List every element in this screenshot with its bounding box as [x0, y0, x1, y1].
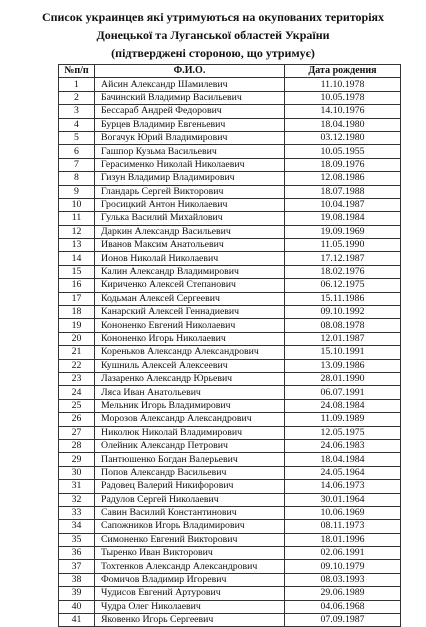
- table-row: [59, 91, 401, 104]
- table-row: [59, 533, 401, 546]
- table-row: [59, 172, 401, 185]
- row-full-name: Бачинский Владимир Васильевич: [95, 91, 285, 104]
- table-row: [59, 131, 401, 144]
- row-number: 8: [59, 172, 95, 185]
- row-birth-date: 10.05.1978: [285, 91, 401, 104]
- row-number: 2: [59, 91, 95, 104]
- title-line-2: Донецької та Луганської областей України: [96, 28, 330, 42]
- row-birth-date: 06.07.1991: [285, 386, 401, 399]
- row-birth-date: 18.01.1996: [285, 533, 401, 546]
- row-number: 20: [59, 332, 95, 345]
- row-full-name: Канарский Алексей Геннадиевич: [95, 306, 285, 319]
- row-number: 19: [59, 319, 95, 332]
- row-full-name: Сапожников Игорь Владимирович: [95, 520, 285, 533]
- row-number: 34: [59, 520, 95, 533]
- row-full-name: Бессараб Андрей Федорович: [95, 105, 285, 118]
- row-full-name: Яковенко Игорь Сергеевич: [95, 614, 285, 627]
- row-number: 31: [59, 480, 95, 493]
- row-full-name: Чудисов Евгений Артурович: [95, 587, 285, 600]
- row-full-name: Радовец Валерий Никифорович: [95, 480, 285, 493]
- table-row: [59, 239, 401, 252]
- table-row: [59, 506, 401, 519]
- header-birth-date: Дата рождения: [285, 65, 401, 78]
- row-birth-date: 11.05.1990: [285, 239, 401, 252]
- row-full-name: Ляса Иван Анатольевич: [95, 386, 285, 399]
- row-number: 24: [59, 386, 95, 399]
- table-row: [59, 426, 401, 439]
- row-full-name: Гросицкий Антон Николаевич: [95, 198, 285, 211]
- row-birth-date: 09.10.1979: [285, 560, 401, 573]
- row-full-name: Гизун Владимир Владимирович: [95, 172, 285, 185]
- row-full-name: Савин Василий Константинович: [95, 506, 285, 519]
- row-number: 33: [59, 506, 95, 519]
- row-number: 35: [59, 533, 95, 546]
- table-row: [59, 265, 401, 278]
- table-row: [59, 372, 401, 385]
- row-number: 40: [59, 600, 95, 613]
- row-number: 14: [59, 252, 95, 265]
- row-birth-date: 18.09.1976: [285, 158, 401, 171]
- row-number: 10: [59, 198, 95, 211]
- row-birth-date: 15.10.1991: [285, 346, 401, 359]
- row-full-name: Иванов Максим Анатольевич: [95, 239, 285, 252]
- table-row: [59, 158, 401, 171]
- row-number: 29: [59, 453, 95, 466]
- row-number: 5: [59, 131, 95, 144]
- table-row: [59, 547, 401, 560]
- row-birth-date: 24.08.1984: [285, 399, 401, 412]
- row-full-name: Гулька Василий Михайлович: [95, 212, 285, 225]
- table-row: [59, 319, 401, 332]
- row-number: 15: [59, 265, 95, 278]
- row-birth-date: 06.12.1975: [285, 279, 401, 292]
- table-row: [59, 413, 401, 426]
- row-birth-date: 12.01.1987: [285, 332, 401, 345]
- row-birth-date: 30.01.1964: [285, 493, 401, 506]
- row-full-name: Николюк Николай Владимирович: [95, 426, 285, 439]
- table-row: [59, 600, 401, 613]
- row-number: 18: [59, 306, 95, 319]
- row-birth-date: 14.10.1976: [285, 105, 401, 118]
- row-full-name: Фомичов Владимир Игоревич: [95, 573, 285, 586]
- row-number: 4: [59, 118, 95, 131]
- table-row: [59, 386, 401, 399]
- table-row: [59, 78, 401, 91]
- row-birth-date: 11.10.1978: [285, 78, 401, 91]
- row-number: 37: [59, 560, 95, 573]
- table-row: [59, 332, 401, 345]
- row-full-name: Калин Александр Владимирович: [95, 265, 285, 278]
- table-row: [59, 466, 401, 479]
- row-birth-date: 14.06.1973: [285, 480, 401, 493]
- table-row: [59, 573, 401, 586]
- table-row: [59, 587, 401, 600]
- row-birth-date: 18.07.1988: [285, 185, 401, 198]
- row-number: 1: [59, 78, 95, 91]
- header-full-name: Ф.И.О.: [95, 65, 285, 78]
- row-birth-date: 08.08.1978: [285, 319, 401, 332]
- row-full-name: Морозов Александр Александрович: [95, 413, 285, 426]
- row-birth-date: 18.04.1984: [285, 453, 401, 466]
- title-line-1: Список украинцев які утримуються на окупованих територіях: [41, 10, 385, 24]
- row-full-name: Попов Александр Васильевич: [95, 466, 285, 479]
- row-birth-date: 02.06.1991: [285, 547, 401, 560]
- row-full-name: Тохтенков Александр Александрович: [95, 560, 285, 573]
- row-number: 32: [59, 493, 95, 506]
- table-row: [59, 118, 401, 131]
- row-number: 6: [59, 145, 95, 158]
- table-row: [59, 292, 401, 305]
- table-row: [59, 453, 401, 466]
- table-row: [59, 252, 401, 265]
- row-full-name: Олейник Александр Петрович: [95, 439, 285, 452]
- row-full-name: Кононенко Игорь Николаевич: [95, 332, 285, 345]
- row-birth-date: 08.03.1993: [285, 573, 401, 586]
- row-number: 9: [59, 185, 95, 198]
- row-number: 38: [59, 573, 95, 586]
- row-number: 13: [59, 239, 95, 252]
- row-number: 26: [59, 413, 95, 426]
- row-birth-date: 12.08.1986: [285, 172, 401, 185]
- row-birth-date: 18.02.1976: [285, 265, 401, 278]
- row-birth-date: 10.05.1955: [285, 145, 401, 158]
- row-birth-date: 08.11.1973: [285, 520, 401, 533]
- row-number: 23: [59, 372, 95, 385]
- table-row: [59, 493, 401, 506]
- row-birth-date: 17.12.1987: [285, 252, 401, 265]
- row-full-name: Бурцев Владимир Евгеньевич: [95, 118, 285, 131]
- row-full-name: Ионов Николай Николаевич: [95, 252, 285, 265]
- row-number: 39: [59, 587, 95, 600]
- row-number: 27: [59, 426, 95, 439]
- title-line-3: (підтверджені стороною, що утримує): [111, 46, 315, 60]
- row-full-name: Даркин Александр Васильевич: [95, 225, 285, 238]
- table-row: [59, 145, 401, 158]
- table-row: [59, 225, 401, 238]
- row-birth-date: 11.09.1989: [285, 413, 401, 426]
- table-row: [59, 520, 401, 533]
- row-full-name: Кушниль Алексей Алексеевич: [95, 359, 285, 372]
- row-full-name: Кононенко Евгений Николаевич: [95, 319, 285, 332]
- row-full-name: Герасименко Николай Николаевич: [95, 158, 285, 171]
- row-full-name: Гландарь Сергей Викторович: [95, 185, 285, 198]
- row-birth-date: 24.05.1964: [285, 466, 401, 479]
- table-row: [59, 480, 401, 493]
- row-number: 3: [59, 105, 95, 118]
- row-full-name: Гашпор Кузьма Васильевич: [95, 145, 285, 158]
- row-full-name: Чудра Олег Николаевич: [95, 600, 285, 613]
- row-full-name: Симоненко Евгений Викторович: [95, 533, 285, 546]
- row-birth-date: 13.09.1986: [285, 359, 401, 372]
- table-row: [59, 359, 401, 372]
- row-birth-date: 19.08.1984: [285, 212, 401, 225]
- row-number: 11: [59, 212, 95, 225]
- row-number: 16: [59, 279, 95, 292]
- row-birth-date: 19.09.1969: [285, 225, 401, 238]
- row-number: 41: [59, 614, 95, 627]
- table-row: [59, 399, 401, 412]
- row-birth-date: 07.09.1987: [285, 614, 401, 627]
- row-birth-date: 15.11.1986: [285, 292, 401, 305]
- row-birth-date: 29.06.1989: [285, 587, 401, 600]
- table-row: [59, 614, 401, 627]
- table-row: [59, 279, 401, 292]
- table-row: [59, 105, 401, 118]
- table-row: [59, 560, 401, 573]
- row-birth-date: 24.06.1983: [285, 439, 401, 452]
- table-row: [59, 306, 401, 319]
- row-number: 22: [59, 359, 95, 372]
- row-number: 28: [59, 439, 95, 452]
- table-row: [59, 185, 401, 198]
- detainees-table: [58, 64, 401, 627]
- row-number: 7: [59, 158, 95, 171]
- table-row: [59, 346, 401, 359]
- table-body: [59, 78, 401, 627]
- row-full-name: Кореньков Александр Александрович: [95, 346, 285, 359]
- row-full-name: Тыренко Иван Викторович: [95, 547, 285, 560]
- row-number: 36: [59, 547, 95, 560]
- row-birth-date: 12.05.1975: [285, 426, 401, 439]
- header-number: №п/п: [59, 65, 95, 78]
- row-birth-date: 09.10.1992: [285, 306, 401, 319]
- row-number: 17: [59, 292, 95, 305]
- row-full-name: Айсин Александр Шамилевич: [95, 78, 285, 91]
- row-birth-date: 10.04.1987: [285, 198, 401, 211]
- row-birth-date: 28.01.1990: [285, 372, 401, 385]
- row-birth-date: 03.12.1980: [285, 131, 401, 144]
- row-full-name: Мельник Игорь Владимирович: [95, 399, 285, 412]
- row-birth-date: 18.04.1980: [285, 118, 401, 131]
- row-full-name: Лазаренко Александр Юрьевич: [95, 372, 285, 385]
- row-full-name: Кодьман Алексей Сергеевич: [95, 292, 285, 305]
- row-number: 12: [59, 225, 95, 238]
- document-header: [0, 0, 426, 62]
- table-row: [59, 198, 401, 211]
- table-row: [59, 212, 401, 225]
- table-header-row: [59, 65, 401, 78]
- row-full-name: Радулов Сергей Николаевич: [95, 493, 285, 506]
- row-birth-date: 04.06.1968: [285, 600, 401, 613]
- row-number: 30: [59, 466, 95, 479]
- row-birth-date: 10.06.1969: [285, 506, 401, 519]
- row-full-name: Пантюшенко Богдан Валерьевич: [95, 453, 285, 466]
- row-full-name: Вогачук Юрий Владимирович: [95, 131, 285, 144]
- row-number: 25: [59, 399, 95, 412]
- row-full-name: Кириченко Алексей Степанович: [95, 279, 285, 292]
- row-number: 21: [59, 346, 95, 359]
- table-row: [59, 439, 401, 452]
